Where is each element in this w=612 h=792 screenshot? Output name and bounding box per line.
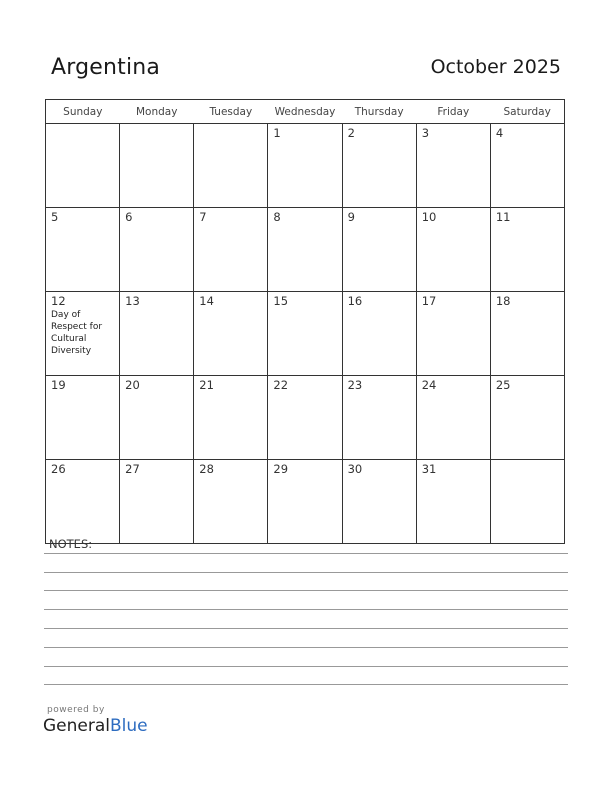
weekday-header-row <box>46 100 565 124</box>
weekday-header: Monday <box>120 100 194 124</box>
day-number: 2 <box>347 126 355 140</box>
day-cell <box>490 292 564 376</box>
day-number: 29 <box>273 462 289 476</box>
day-number: 10 <box>421 210 437 224</box>
day-number: 30 <box>347 462 363 476</box>
day-number: 24 <box>421 378 437 392</box>
day-cell <box>342 460 416 544</box>
day-number: 9 <box>347 210 355 224</box>
day-number: 8 <box>273 210 281 224</box>
day-cell <box>342 376 416 460</box>
day-cell <box>194 376 268 460</box>
day-cell <box>416 208 490 292</box>
day-number: 27 <box>125 462 140 476</box>
day-cell <box>416 124 490 208</box>
day-cell <box>342 124 416 208</box>
day-cell <box>194 208 268 292</box>
day-cell <box>268 292 342 376</box>
day-number: 31 <box>421 462 437 476</box>
notes-line <box>44 590 568 591</box>
country-title: Argentina <box>51 55 161 80</box>
week-row <box>46 292 565 376</box>
day-number: 20 <box>125 378 140 392</box>
day-cell <box>416 292 490 376</box>
day-cell <box>46 376 120 460</box>
notes-label: NOTES: <box>49 537 93 551</box>
day-cell <box>268 124 342 208</box>
day-cell <box>120 124 194 208</box>
day-cell <box>46 460 120 544</box>
week-row <box>46 124 565 208</box>
weekday-header: Sunday <box>46 100 120 124</box>
day-number: 14 <box>199 294 214 308</box>
week-row <box>46 460 565 544</box>
logo-general-text: General <box>43 716 110 736</box>
day-cell <box>342 208 416 292</box>
weekday-header: Wednesday <box>268 100 342 124</box>
day-cell <box>268 376 342 460</box>
day-cell <box>46 124 120 208</box>
weekday-header: Tuesday <box>194 100 268 124</box>
calendar-grid <box>45 99 565 544</box>
day-number: 6 <box>125 210 133 224</box>
day-cell <box>46 208 120 292</box>
day-number: 4 <box>495 126 504 140</box>
logo-blue-text: Blue <box>110 716 148 736</box>
powered-by-text: powered by <box>47 705 105 715</box>
day-number: 26 <box>51 462 66 476</box>
notes-line <box>44 684 568 685</box>
notes-line <box>44 572 568 573</box>
day-number: 25 <box>495 378 511 392</box>
month-year-title: October 2025 <box>430 56 561 78</box>
day-number: 17 <box>421 294 437 308</box>
day-cell <box>120 376 194 460</box>
weekday-header: Friday <box>416 100 490 124</box>
day-cell <box>416 376 490 460</box>
day-cell <box>490 376 564 460</box>
notes-line <box>44 609 568 610</box>
day-number: 13 <box>125 294 140 308</box>
day-cell <box>268 208 342 292</box>
day-number: 1 <box>273 126 281 140</box>
day-number: 11 <box>495 210 511 224</box>
day-cell <box>120 460 194 544</box>
day-number: 22 <box>273 378 289 392</box>
day-number: 7 <box>199 210 207 224</box>
day-number: 16 <box>347 294 363 308</box>
notes-line <box>44 666 568 667</box>
day-cell <box>194 124 268 208</box>
holiday-label: Day of Respect for Cultural Diversity <box>51 310 103 356</box>
weekday-header: Thursday <box>342 100 416 124</box>
day-number: 3 <box>421 126 430 140</box>
generalblue-logo <box>43 716 148 736</box>
notes-line <box>44 553 568 554</box>
day-cell <box>342 292 416 376</box>
week-row <box>46 208 565 292</box>
day-cell <box>490 208 564 292</box>
day-number: 18 <box>495 294 511 308</box>
day-cell <box>194 292 268 376</box>
notes-line <box>44 628 568 629</box>
notes-line <box>44 647 568 648</box>
day-number: 28 <box>199 462 214 476</box>
day-number: 19 <box>51 378 66 392</box>
day-number: 12 <box>51 294 66 308</box>
day-cell <box>46 292 120 376</box>
week-row <box>46 376 565 460</box>
day-cell <box>120 292 194 376</box>
weekday-header: Saturday <box>490 100 564 124</box>
day-cell <box>490 124 564 208</box>
day-number: 23 <box>347 378 363 392</box>
day-cell <box>490 460 564 544</box>
day-number: 21 <box>199 378 214 392</box>
day-number: 15 <box>273 294 289 308</box>
day-cell <box>416 460 490 544</box>
day-cell <box>194 460 268 544</box>
day-cell <box>268 460 342 544</box>
day-number: 5 <box>51 210 59 224</box>
day-cell <box>120 208 194 292</box>
